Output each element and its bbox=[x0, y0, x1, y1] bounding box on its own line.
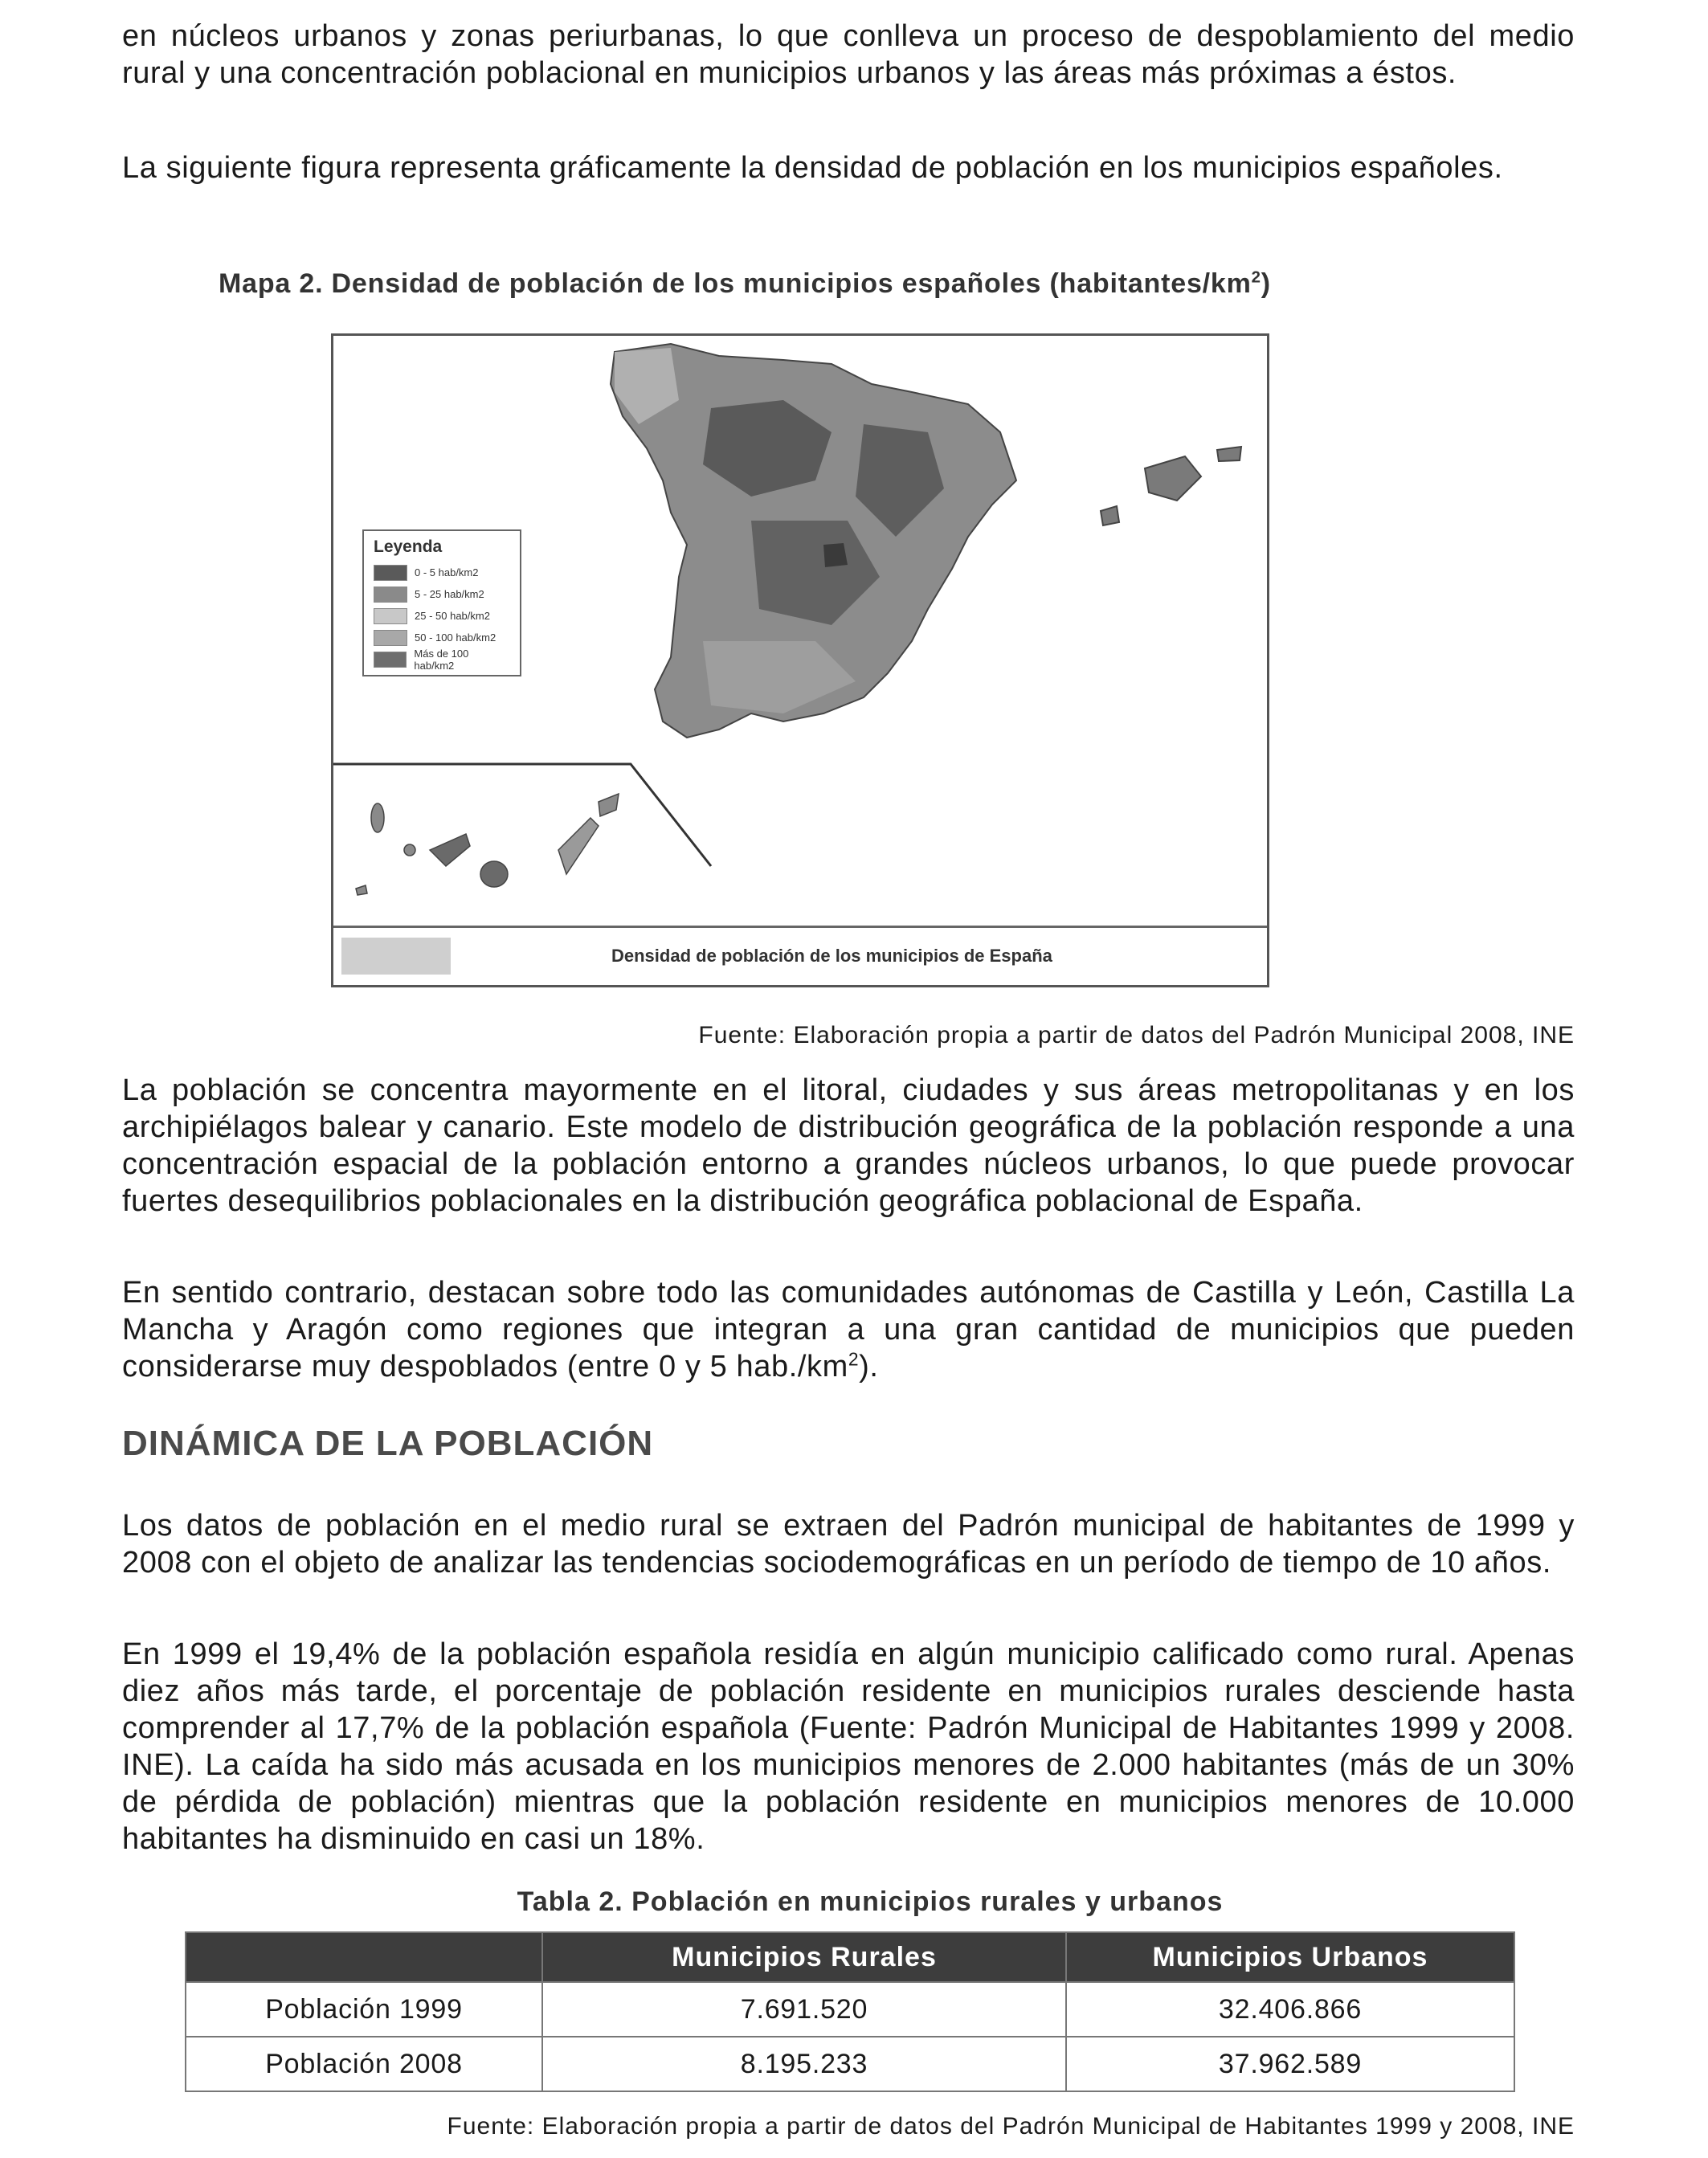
population-density-map bbox=[331, 333, 1269, 987]
paragraph: en núcleos urbanos y zonas periurbanas, lo que conlleva un proceso de despoblamiento del medio rural y una concentración poblacional en municipios urbanos y las áreas más próximas a éstos. bbox=[122, 19, 1575, 90]
table-caption: Tabla 2. Población en municipios rurales y urbanos bbox=[517, 1886, 1224, 1917]
legend-item: 0 - 5 hab/km2 bbox=[374, 562, 510, 583]
legend-item: 5 - 25 hab/km2 bbox=[374, 583, 510, 605]
legend-swatch bbox=[374, 630, 407, 646]
island-gomera bbox=[404, 844, 415, 856]
canary-inset-line bbox=[333, 764, 711, 866]
dynamics-text-2 bbox=[122, 1636, 1575, 1858]
island-lanzarote bbox=[599, 794, 619, 816]
castilla-text bbox=[122, 1274, 1575, 1385]
population-table bbox=[185, 1931, 1515, 2092]
legend-item: 25 - 50 hab/km2 bbox=[374, 605, 510, 627]
table-source: Fuente: Elaboración propia a partir de datos del Padrón Municipal de Habitantes 1999 y 2008, INE bbox=[447, 2113, 1575, 2140]
table-header-row bbox=[186, 1932, 1514, 1982]
ministry-logo bbox=[341, 938, 451, 975]
island-hierro bbox=[356, 885, 367, 895]
table-header-blank bbox=[186, 1932, 542, 1982]
urban-value: 37.962.589 bbox=[1066, 2037, 1514, 2091]
island-grancanaria bbox=[480, 861, 508, 887]
map-footer-title: Densidad de población de los municipios de España bbox=[611, 946, 1052, 966]
paragraph: La siguiente figura representa gráficamente la densidad de población en los municipios españoles. bbox=[122, 151, 1503, 185]
concentration-text bbox=[122, 1072, 1575, 1220]
map-legend bbox=[362, 529, 521, 676]
island-fuerteventura bbox=[558, 818, 599, 874]
region-madrid bbox=[823, 543, 848, 567]
legend-swatch bbox=[374, 652, 407, 668]
island-ibiza bbox=[1101, 506, 1119, 525]
legend-item: 50 - 100 hab/km2 bbox=[374, 627, 510, 648]
dynamics-text bbox=[122, 1507, 1575, 1581]
legend-title: Leyenda bbox=[374, 537, 443, 556]
legend-item: Más de 100 hab/km2 bbox=[374, 648, 510, 670]
map-caption: Mapa 2. Densidad de población de los municipios españoles $(habitantes/km^2)$ bbox=[219, 268, 1271, 299]
table-header-rural: Municipios Rurales bbox=[542, 1932, 1066, 1982]
section-heading: DINÁMICA DE LA POBLACIÓN bbox=[122, 1424, 654, 1463]
island-tenerife bbox=[430, 834, 470, 866]
paragraph: Los datos de población en el medio rural se extraen del Padrón municipal de habitantes de 1999 y 2008 con el objeto de analizar las tendencias sociodemográficas en un período de tiempo de 10 años. bbox=[122, 1509, 1575, 1580]
rural-value: 8.195.233 bbox=[542, 2037, 1066, 2091]
intro-text bbox=[122, 18, 1575, 92]
island-mallorca bbox=[1145, 456, 1201, 501]
legend-swatch bbox=[374, 608, 407, 624]
table-row bbox=[186, 2037, 1514, 2091]
row-label: Población 2008 bbox=[186, 2037, 542, 2091]
table-header-urban: Municipios Urbanos bbox=[1066, 1932, 1514, 1982]
intro-text-2 bbox=[122, 149, 1575, 186]
island-menorca bbox=[1217, 447, 1241, 461]
urban-value: 32.406.866 bbox=[1066, 1982, 1514, 2037]
row-label: Población 1999 bbox=[186, 1982, 542, 2037]
legend-swatch bbox=[374, 565, 407, 581]
paragraph: En sentido contrario, destacan sobre todo las comunidades autónomas de Castilla y León, Castilla La Mancha y Aragón como regiones que integran a una gran cantidad de municipios que pueden considerarse muy despoblados (entre 0 y 5 $hab./km^2$). bbox=[122, 1276, 1575, 1383]
rural-value: 7.691.520 bbox=[542, 1982, 1066, 2037]
table-row bbox=[186, 1982, 1514, 2037]
legend-swatch bbox=[374, 587, 407, 603]
map-source: Fuente: Elaboración propia a partir de datos del Padrón Municipal 2008, INE bbox=[698, 1022, 1575, 1048]
paragraph: En 1999 el 19,4% de la población española residía en algún municipio calificado como rural. Apenas diez años más tarde, el porcentaje de población residente en municipios rurales desciende hasta comprender al 17,7% de la población española (Fuente: Padrón Municipal de Habitantes 1999 y 2008. INE). La caída ha sido más acusada en los municipios menores de 2.000 habitantes (más de un 30% de pérdida de población) mientras que la población residente en municipios menores de 10.000 habitantes ha disminuido en casi un 18%. bbox=[122, 1637, 1575, 1856]
island-lapalma bbox=[371, 803, 384, 832]
map-footer bbox=[333, 926, 1267, 985]
paragraph: La población se concentra mayormente en el litoral, ciudades y sus áreas metropolitanas y en los archipiélagos balear y canario. Este modelo de distribución geográfica de la población responde a una concentración espacial de la población entorno a grandes núcleos urbanos, lo que puede provocar fuertes desequilibrios poblacionales en la distribución geográfica poblacional de España. bbox=[122, 1073, 1575, 1218]
